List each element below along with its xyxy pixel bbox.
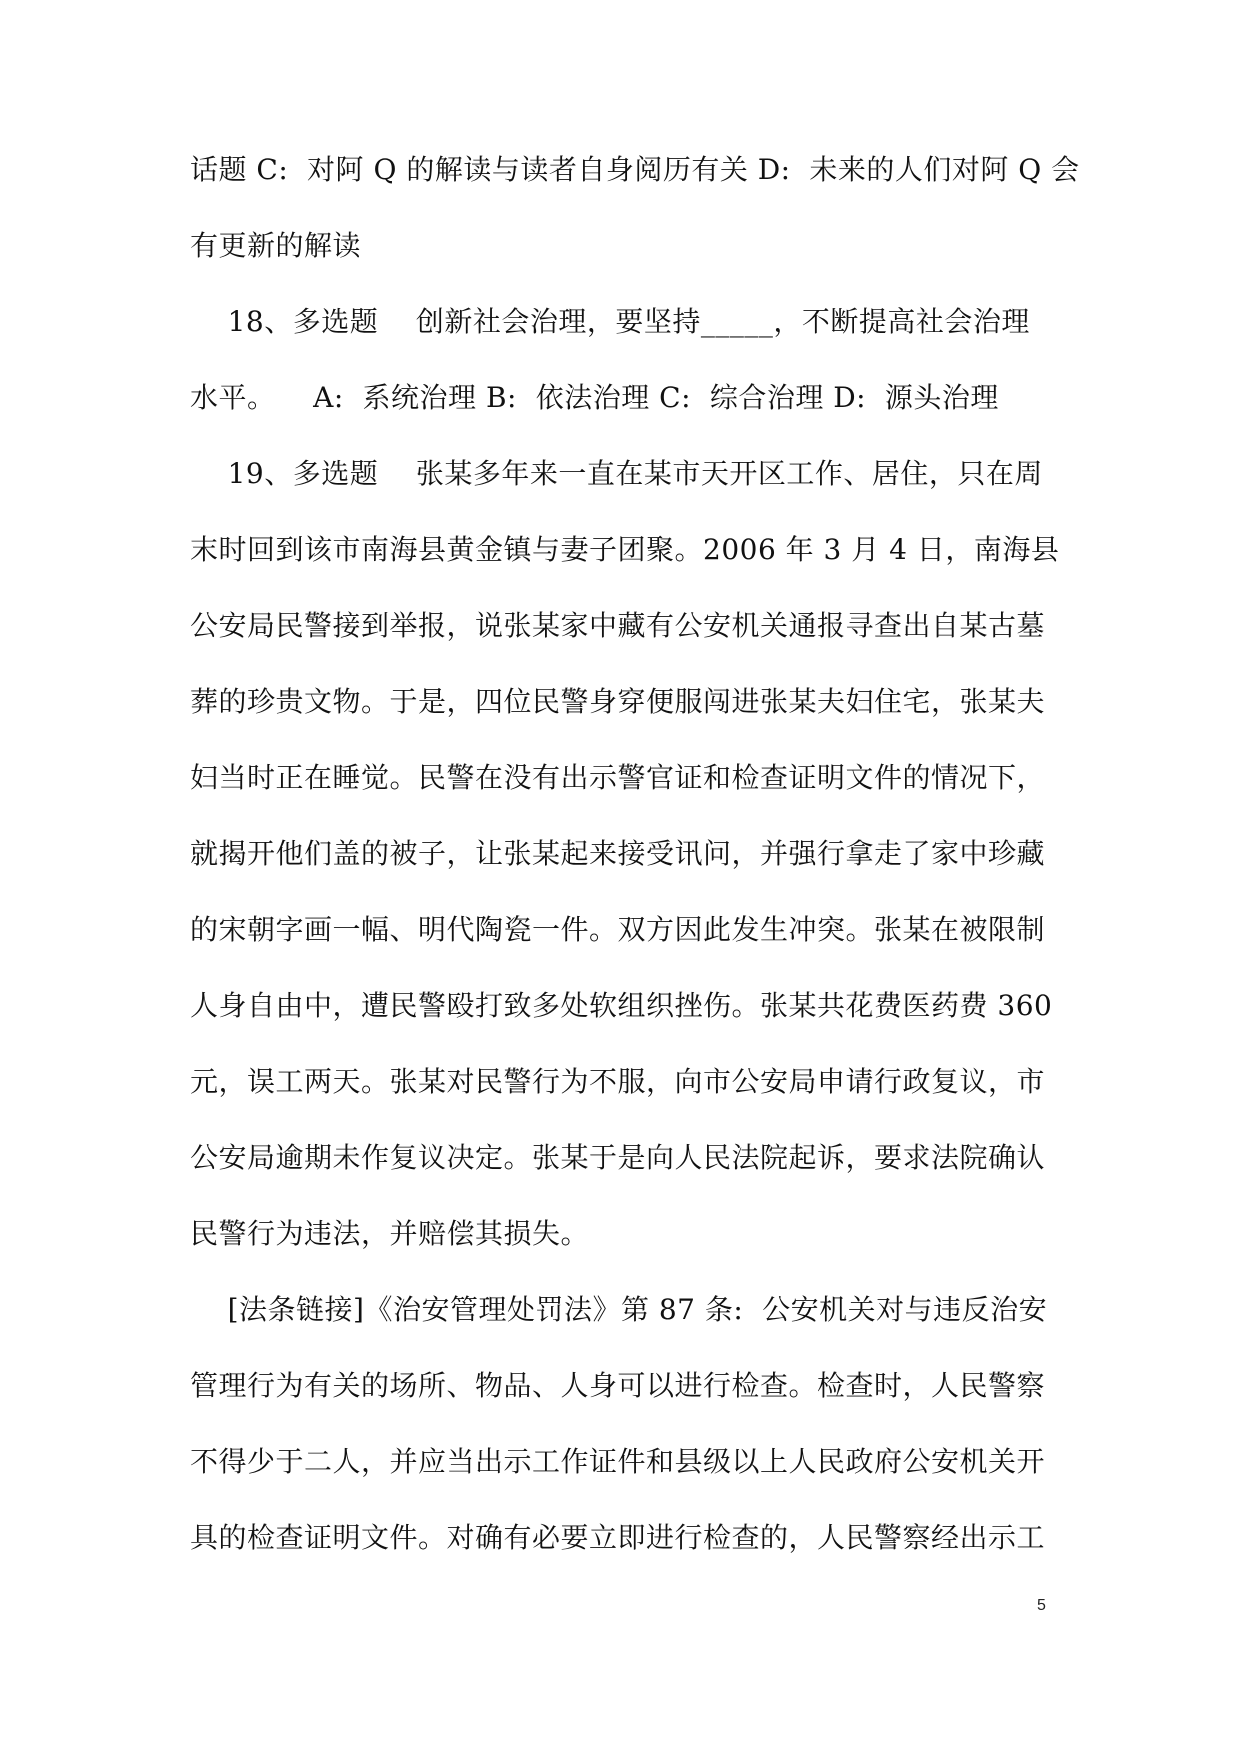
text-line: 18、多选题 创新社会治理，要坚持_____，不断提高社会治理 — [190, 305, 1030, 338]
text-line: 的宋朝字画一幅、明代陶瓷一件。双方因此发生冲突。张某在被限制 — [190, 913, 1046, 946]
text-line: 水平。 A: 系统治理 B: 依法治理 C: 综合治理 D: 源头治理 — [190, 381, 999, 414]
text-line: 妇当时正在睡觉。民警在没有出示警官证和检查证明文件的情况下， — [190, 761, 1046, 794]
text-line: 有更新的解读 — [190, 229, 362, 262]
text-line: 末时回到该市南海县黄金镇与妻子团聚。2006 年 3 月 4 日，南海县 — [190, 533, 1060, 566]
text-line: 公安局民警接到举报，说张某家中藏有公安机关通报寻查出自某古墓 — [190, 609, 1046, 642]
text-line: 19、多选题 张某多年来一直在某市天开区工作、居住，只在周 — [190, 457, 1043, 490]
text-line: 具的检查证明文件。对确有必要立即进行检查的，人民警察经出示工 — [190, 1521, 1046, 1554]
text-line: [法条链接]《治安管理处罚法》第 87 条: 公安机关对与违反治安 — [190, 1293, 1048, 1326]
text-line: 公安局逾期未作复议决定。张某于是向人民法院起诉，要求法院确认 — [190, 1141, 1046, 1174]
text-line: 就揭开他们盖的被子，让张某起来接受讯问，并强行拿走了家中珍藏 — [190, 837, 1046, 870]
text-line: 管理行为有关的场所、物品、人身可以进行检查。检查时，人民警察 — [190, 1369, 1046, 1402]
text-line: 葬的珍贵文物。于是，四位民警身穿便服闯进张某夫妇住宅，张某夫 — [190, 685, 1046, 718]
page-number: 5 — [1037, 1597, 1046, 1614]
text-line: 不得少于二人，并应当出示工作证件和县级以上人民政府公安机关开 — [190, 1445, 1046, 1478]
text-line: 话题 C: 对阿 Q 的解读与读者自身阅历有关 D: 未来的人们对阿 Q 会 — [190, 153, 1080, 186]
text-line: 元，误工两天。张某对民警行为不服，向市公安局申请行政复议，市 — [190, 1065, 1046, 1098]
text-line: 民警行为违法，并赔偿其损失。 — [190, 1217, 590, 1250]
text-line: 人身自由中，遭民警殴打致多处软组织挫伤。张某共花费医药费 360 — [190, 989, 1053, 1022]
